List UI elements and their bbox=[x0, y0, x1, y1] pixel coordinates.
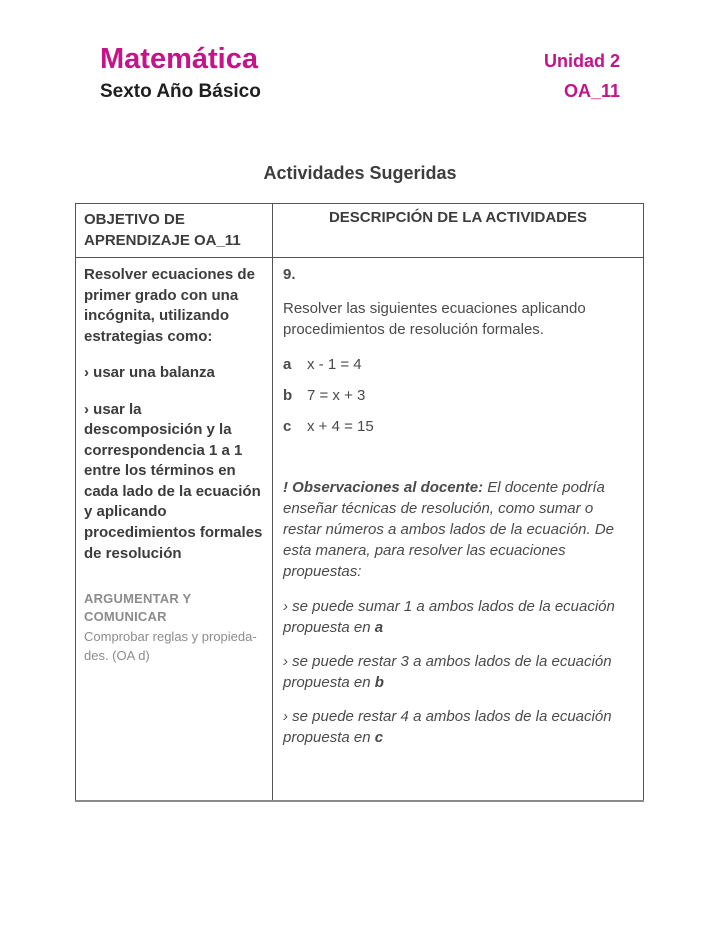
skill-strand-detail-line2: des. (OA d) bbox=[84, 647, 150, 663]
table-header-row bbox=[76, 204, 644, 258]
note-bullet bbox=[283, 651, 631, 693]
equation-item bbox=[283, 385, 631, 406]
activities-table bbox=[75, 203, 644, 802]
equation-label: c bbox=[283, 418, 292, 435]
note-bullet-ref: c bbox=[374, 729, 384, 746]
objective-intro: Resolver ecuaciones de primer grado con una incógnita, utilizando estrategias como: bbox=[84, 266, 255, 345]
equation-item bbox=[283, 354, 631, 375]
note-bullet-ref: a bbox=[374, 619, 384, 636]
equation-text: x + 4 = 15 bbox=[307, 418, 374, 435]
docente-note-body: El docente podría enseñar técnicas de resolución, como sumar o restar números a ambos lados de la ecuación. De esta manera, para resolver las ecuaciones propuestas: bbox=[283, 479, 615, 580]
section-title: Actividades Sugeridas bbox=[263, 162, 457, 183]
note-bullet-text: › se puede restar 3 a ambos lados de la ecuación propuesta en bbox=[283, 653, 612, 691]
skill-strand-detail bbox=[84, 628, 264, 666]
header-left bbox=[100, 44, 261, 103]
course-title: Matemática bbox=[100, 43, 258, 75]
equation-text: x - 1 = 4 bbox=[307, 356, 362, 373]
document-header bbox=[0, 0, 720, 103]
note-bullet-text: › se puede restar 4 a ambos lados de la ecuación propuesta en bbox=[283, 708, 612, 746]
activity-cell bbox=[273, 258, 644, 801]
objective-header-cell: OBJETIVO DE APRENDIZAJE OA_11 bbox=[76, 204, 273, 258]
objective-bullet: › usar la descomposición y la correspondencia 1 a 1 entre los términos en cada lado de la ecuación y aplicando procedimientos formales de resolución bbox=[84, 400, 263, 562]
objective-cell bbox=[76, 258, 273, 801]
equation-item bbox=[283, 416, 631, 437]
note-bullet-text: › se puede sumar 1 a ambos lados de la ecuación propuesta en bbox=[283, 598, 615, 636]
equation-label: a bbox=[283, 356, 292, 373]
docente-note-title: ! Observaciones al docente: bbox=[283, 479, 484, 496]
objective-bullet: › usar una balanza bbox=[84, 364, 215, 382]
activity-intro: Resolver las siguientes ecuaciones aplicando procedimientos de resolución formales. bbox=[283, 300, 586, 338]
note-bullet bbox=[283, 706, 631, 748]
equation-label: b bbox=[283, 387, 293, 404]
equation-text: 7 = x + 3 bbox=[307, 387, 366, 404]
description-header-cell: DESCRIPCIÓN DE LA ACTIVIDADES bbox=[273, 204, 644, 258]
activity-number: 9. bbox=[283, 266, 296, 283]
skill-strand-detail-line1: Comprobar reglas y propieda- bbox=[84, 628, 257, 644]
skill-strand-title: ARGUMENTAR Y COMUNICAR bbox=[84, 591, 192, 624]
note-bullet bbox=[283, 596, 631, 638]
table-body-row bbox=[76, 258, 644, 801]
note-bullet-ref: b bbox=[374, 674, 384, 691]
unit-label: Unidad 2 bbox=[543, 51, 620, 71]
header-right bbox=[544, 44, 620, 102]
oa-code-label: OA_11 bbox=[563, 81, 620, 101]
docente-note bbox=[283, 477, 631, 582]
grade-subtitle: Sexto Año Básico bbox=[100, 80, 261, 102]
skill-strand bbox=[84, 590, 264, 665]
